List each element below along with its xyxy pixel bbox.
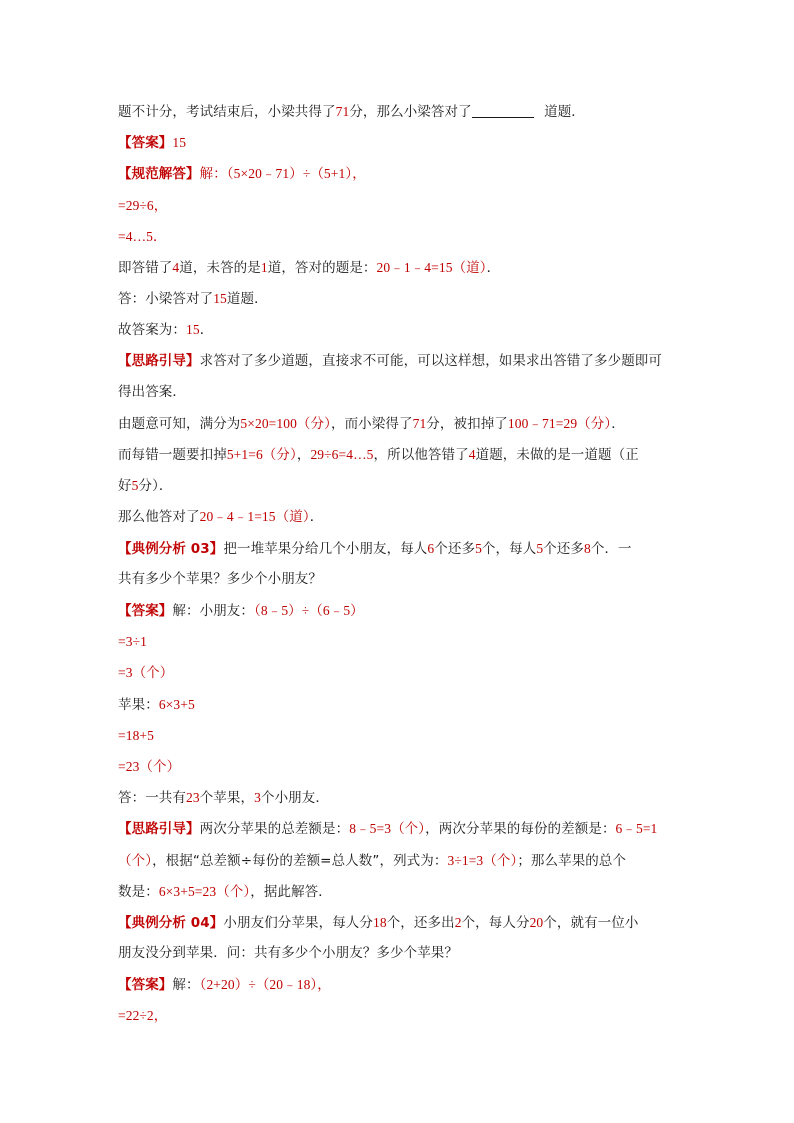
text-segment: 故答案为： bbox=[118, 322, 186, 339]
text-segment: （8﹣5）÷（6﹣5） bbox=[254, 603, 364, 618]
text-segment: 20 bbox=[529, 914, 544, 930]
text-segment: 解：小朋友： bbox=[172, 603, 255, 619]
text-segment: 解：（5×20﹣71）÷（5+1）， bbox=[199, 166, 366, 182]
text-segment: 个小朋友． bbox=[260, 790, 329, 807]
text-line bbox=[118, 1000, 678, 1031]
text-segment: ． bbox=[611, 415, 625, 432]
text-segment: 得出答案． bbox=[118, 383, 186, 400]
text-segment: 6﹣5=1 bbox=[615, 821, 658, 837]
text-segment: =23（个） bbox=[118, 758, 181, 774]
text-segment: 个，还多出 bbox=[386, 914, 455, 931]
text-segment: 3 bbox=[254, 790, 261, 806]
text-line bbox=[118, 595, 678, 626]
text-line bbox=[118, 252, 678, 283]
text-segment: 3÷1=3（个） bbox=[447, 852, 518, 868]
text-segment: 解： bbox=[172, 977, 200, 994]
text-line bbox=[118, 657, 678, 688]
text-segment: 道题，未做的是一道题（正 bbox=[475, 447, 639, 464]
text-segment: 2 bbox=[454, 914, 462, 930]
text-segment: 15 bbox=[172, 135, 187, 151]
text-segment: 由题意可知，满分为 bbox=[118, 415, 241, 432]
text-segment: 1 bbox=[260, 259, 268, 275]
text-segment: 而每错一题要扣掉 bbox=[118, 447, 227, 464]
answer-blank bbox=[472, 103, 534, 118]
text-segment: 答：一共有 bbox=[118, 790, 186, 807]
text-segment: ，而小梁得了 bbox=[330, 415, 413, 432]
text-segment: 6×3+5=23（个） bbox=[158, 883, 251, 899]
text-segment: =22÷2， bbox=[118, 1008, 168, 1024]
text-segment: 100﹣71=29（分） bbox=[507, 415, 612, 431]
text-line bbox=[118, 720, 678, 751]
text-segment: 5 bbox=[475, 540, 482, 556]
text-segment: （2+20）÷（20﹣18）， bbox=[199, 977, 331, 993]
text-line bbox=[118, 221, 678, 252]
section-label: 【规范解答】 bbox=[118, 166, 200, 183]
text-line bbox=[118, 938, 678, 969]
text-line bbox=[118, 969, 678, 1000]
text-segment: 29÷6=4…5 bbox=[310, 447, 374, 463]
text-segment: ． bbox=[199, 322, 214, 339]
text-segment: 15 bbox=[186, 322, 200, 338]
text-segment: 那么他答对了 bbox=[118, 509, 200, 526]
text-segment: ． bbox=[486, 259, 501, 276]
text-segment: 5×20=100（分） bbox=[240, 415, 331, 431]
text-segment: 分）． bbox=[138, 478, 173, 495]
text-segment: 答：小梁答对了 bbox=[118, 291, 214, 308]
text-segment: 即答错了 bbox=[118, 259, 173, 276]
text-segment: 71 bbox=[412, 415, 427, 431]
text-segment: 8 bbox=[584, 540, 591, 556]
text-line bbox=[118, 158, 678, 189]
text-line bbox=[118, 501, 678, 532]
text-segment: 5 bbox=[536, 540, 544, 556]
text-segment: =29÷6， bbox=[118, 197, 168, 213]
text-line bbox=[118, 190, 678, 221]
text-segment: 5+1=6（分） bbox=[226, 447, 297, 463]
text-line bbox=[118, 314, 678, 345]
text-segment: 道，未答的是 bbox=[179, 259, 261, 276]
text-segment: 15 bbox=[213, 291, 227, 307]
text-segment: 4 bbox=[172, 259, 180, 275]
section-label: 【典例分析 04】 bbox=[118, 914, 224, 931]
document-body bbox=[118, 96, 678, 1032]
text-line bbox=[118, 626, 678, 657]
text-segment: 个苹果， bbox=[199, 790, 255, 807]
section-label: 【答案】 bbox=[118, 603, 173, 619]
text-segment: 个．一 bbox=[590, 540, 632, 557]
text-segment: 题不计分，考试结束后，小梁共得了 bbox=[118, 104, 336, 120]
text-segment: 小朋友们分苹果，每人分 bbox=[223, 914, 373, 931]
text-segment: =3（个） bbox=[118, 665, 174, 681]
text-segment: ，据此解答． bbox=[250, 883, 332, 900]
text-segment: 道题． bbox=[226, 291, 268, 308]
text-line bbox=[118, 127, 678, 158]
text-segment: ，根据“总差额÷每份的差额=总人数”，列式为： bbox=[152, 852, 448, 869]
text-line bbox=[118, 533, 678, 564]
text-segment: 6 bbox=[427, 540, 435, 556]
text-line bbox=[118, 689, 678, 720]
text-line bbox=[118, 470, 678, 501]
text-segment: 71 bbox=[335, 104, 350, 119]
section-label: 【思路引导】 bbox=[118, 352, 200, 369]
text-line bbox=[118, 564, 678, 595]
text-line bbox=[118, 377, 678, 408]
text-segment: 20﹣4﹣1=15（道） bbox=[199, 509, 310, 525]
text-segment: 把一堆苹果分给几个小朋友，每人 bbox=[223, 540, 428, 557]
text-segment: 道，答对的题是： bbox=[267, 259, 377, 276]
text-segment: =4…5． bbox=[118, 228, 167, 244]
text-line bbox=[118, 346, 678, 377]
section-label: 【答案】 bbox=[118, 977, 173, 994]
text-segment: 数是： bbox=[118, 883, 159, 900]
text-segment: 共有多少个苹果？多少个小朋友？ bbox=[118, 570, 322, 587]
text-segment: 道题． bbox=[539, 104, 585, 120]
text-segment: ． bbox=[309, 509, 324, 526]
text-segment: 5 bbox=[131, 478, 139, 494]
text-segment: 个还多 bbox=[434, 540, 476, 557]
text-segment: 好 bbox=[118, 478, 132, 495]
text-segment: 朋友没分到苹果．问：共有多少个小朋友？多少个苹果？ bbox=[118, 945, 458, 962]
text-segment: 分，被扣掉了 bbox=[426, 415, 508, 432]
text-line bbox=[118, 751, 678, 782]
section-label: 【答案】 bbox=[118, 135, 173, 152]
text-segment: ；那么苹果的总个 bbox=[517, 852, 627, 869]
text-segment: （个） bbox=[118, 852, 153, 868]
text-segment: 8﹣5=3（个） bbox=[349, 821, 426, 837]
text-segment: 4 bbox=[468, 447, 476, 463]
text-line bbox=[118, 96, 678, 127]
text-segment: ，两次分苹果的每份的差额是： bbox=[425, 821, 616, 838]
text-segment: 个，就有一位小 bbox=[543, 914, 639, 931]
text-line bbox=[118, 283, 678, 314]
text-segment: 求答对了多少道题，直接求不可能，可以这样想，如果求出答错了多少题即可 bbox=[199, 352, 663, 369]
text-line bbox=[118, 439, 678, 470]
text-segment: 个还多 bbox=[543, 540, 584, 557]
text-segment: 20﹣1﹣4=15（道） bbox=[376, 259, 487, 275]
text-segment: 18 bbox=[373, 914, 387, 930]
text-segment: 两次分苹果的总差额是： bbox=[199, 821, 350, 838]
text-segment: 6×3+5 bbox=[158, 696, 195, 712]
text-line bbox=[118, 845, 678, 876]
text-line bbox=[118, 876, 678, 907]
text-segment: 个，每人 bbox=[481, 540, 537, 557]
text-line bbox=[118, 907, 678, 938]
text-segment: 苹果： bbox=[118, 696, 159, 713]
text-segment: 个，每人分 bbox=[461, 914, 530, 931]
text-segment: ，所以他答错了 bbox=[373, 447, 469, 464]
text-segment: 23 bbox=[186, 790, 200, 806]
section-label: 【典例分析 03】 bbox=[118, 540, 224, 557]
text-line bbox=[118, 782, 678, 813]
text-segment: =18+5 bbox=[118, 727, 154, 743]
text-segment: 分，那么小梁答对了 bbox=[349, 104, 472, 120]
text-line bbox=[118, 813, 678, 844]
text-segment: =3÷1 bbox=[118, 634, 147, 650]
section-label: 【思路引导】 bbox=[118, 821, 200, 838]
text-line bbox=[118, 408, 678, 439]
text-segment: ， bbox=[296, 447, 311, 464]
